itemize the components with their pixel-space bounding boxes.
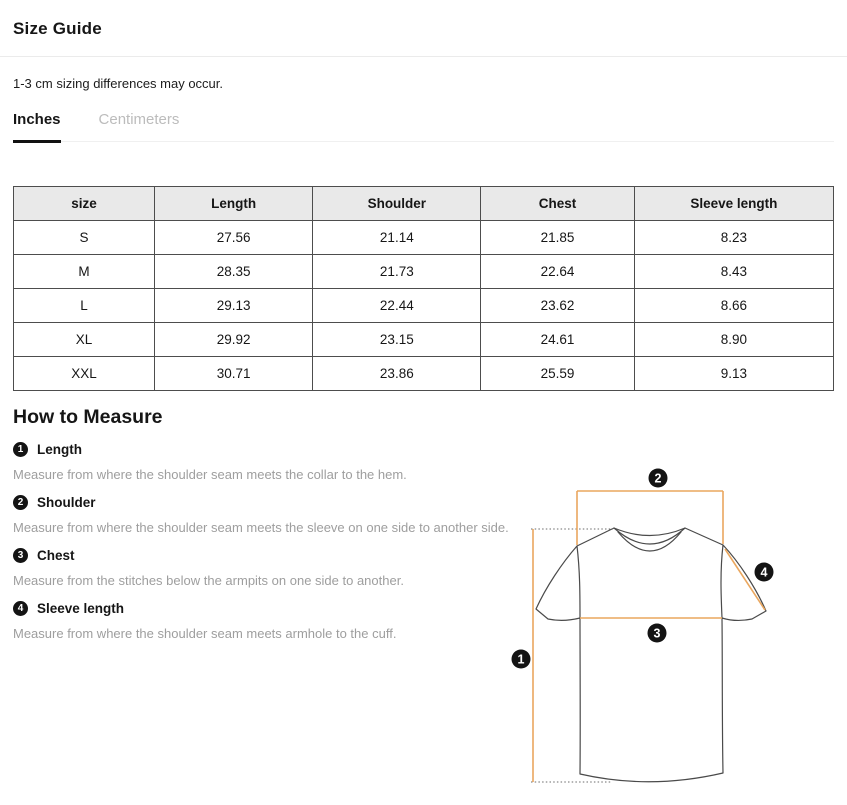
cell-sleeve: 8.66 [634, 289, 833, 323]
cell-sleeve: 8.90 [634, 323, 833, 357]
cell-length: 30.71 [155, 357, 313, 391]
cell-sleeve: 8.23 [634, 221, 833, 255]
cell-chest: 25.59 [481, 357, 634, 391]
measure-description-length: Measure from where the shoulder seam meets the collar to the hem. [13, 467, 407, 482]
table-row-m [14, 255, 834, 289]
measure-label-chest: Chest [37, 548, 75, 563]
cell-shoulder: 23.15 [313, 323, 481, 357]
cell-length: 29.13 [155, 289, 313, 323]
cell-chest: 24.61 [481, 323, 634, 357]
tab-centimeters[interactable]: Centimeters [98, 111, 180, 128]
measure-description-shoulder: Measure from where the shoulder seam meets the sleeve on one side to another side. [13, 520, 509, 535]
cell-size: XXL [14, 357, 155, 391]
cell-shoulder: 23.86 [313, 357, 481, 391]
cell-shoulder: 22.44 [313, 289, 481, 323]
diagram-badge-4-number: 4 [760, 565, 768, 580]
step-4-badge: 4 [13, 601, 28, 616]
tshirt-measurement-diagram [490, 440, 847, 805]
cell-chest: 21.85 [481, 221, 634, 255]
size-table-header-row [14, 187, 834, 221]
measure-description-sleeve-length: Measure from where the shoulder seam meets armhole to the cuff. [13, 626, 397, 641]
measure-label-length: Length [37, 442, 82, 457]
col-header-size: size [14, 187, 155, 221]
diagram-badge-3-number: 3 [653, 626, 661, 641]
header-divider [0, 56, 847, 57]
col-header-shoulder: Shoulder [313, 187, 481, 221]
unit-tabs [13, 111, 834, 142]
diagram-badge-2-number: 2 [654, 471, 662, 486]
cell-length: 27.56 [155, 221, 313, 255]
sizing-note: 1-3 cm sizing differences may occur. [13, 76, 224, 91]
measure-label-shoulder: Shoulder [37, 495, 96, 510]
measure-item-shoulder [13, 495, 537, 535]
step-2-badge: 2 [13, 495, 28, 510]
page-title: Size Guide [13, 19, 102, 38]
col-header-length: Length [155, 187, 313, 221]
cell-shoulder: 21.73 [313, 255, 481, 289]
cell-sleeve: 8.43 [634, 255, 833, 289]
measure-item-chest [13, 548, 537, 588]
measure-item-length [13, 442, 537, 482]
measure-instructions [13, 442, 537, 641]
cell-shoulder: 21.14 [313, 221, 481, 255]
table-row-xl [14, 323, 834, 357]
table-row-s [14, 221, 834, 255]
cell-length: 28.35 [155, 255, 313, 289]
col-header-chest: Chest [481, 187, 634, 221]
cell-size: M [14, 255, 155, 289]
tab-inches[interactable]: Inches [13, 111, 61, 141]
how-to-measure-heading: How to Measure [13, 406, 163, 428]
measure-label-sleeve-length: Sleeve length [37, 601, 125, 616]
table-row-xxl [14, 357, 834, 391]
cell-size: L [14, 289, 155, 323]
measure-description-chest: Measure from the stitches below the armpits on one side to another. [13, 573, 404, 588]
tshirt-outline-drawing [536, 528, 766, 782]
step-1-badge: 1 [13, 442, 28, 457]
cell-chest: 23.62 [481, 289, 634, 323]
col-header-sleeve-length: Sleeve length [634, 187, 833, 221]
cell-chest: 22.64 [481, 255, 634, 289]
table-row-l [14, 289, 834, 323]
cell-sleeve: 9.13 [634, 357, 833, 391]
measure-item-sleeve-length [13, 601, 537, 641]
cell-size: XL [14, 323, 155, 357]
size-table [13, 186, 834, 391]
cell-length: 29.92 [155, 323, 313, 357]
step-3-badge: 3 [13, 548, 28, 563]
diagram-badge-1-number: 1 [517, 652, 525, 667]
cell-size: S [14, 221, 155, 255]
